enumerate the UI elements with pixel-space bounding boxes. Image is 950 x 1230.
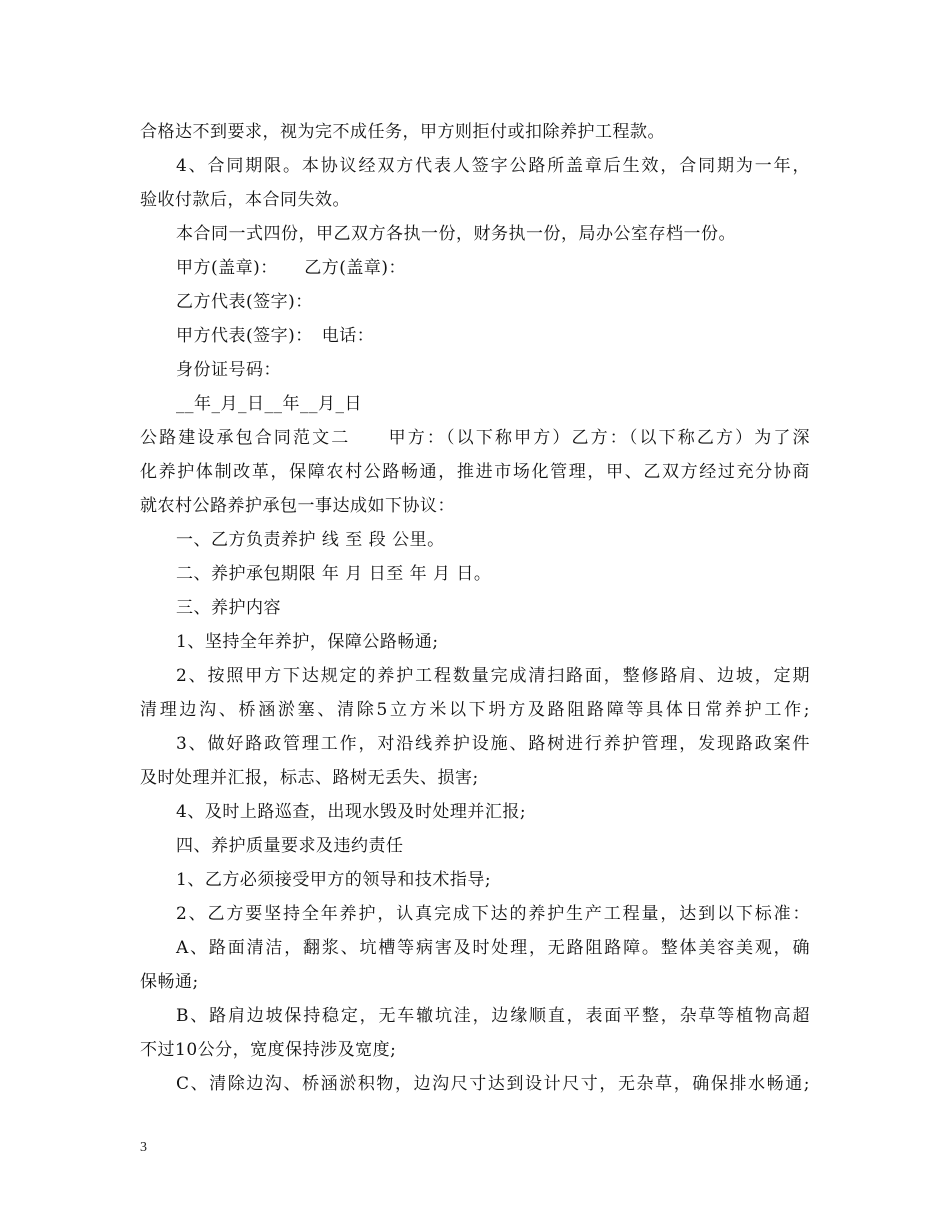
text-line: C、清除边沟、桥涵淤积物，边沟尺寸达到设计尺寸，无杂草，确保排水畅通; [176,1074,810,1094]
text-line: 验收付款后，本合同失效。 [140,190,350,210]
text-line: 3、做好路政管理工作，对沿线养护设施、路树进行养护管理，发现路政案件 [176,734,810,754]
text-line: 4、合同期限。本协议经双方代表人签字公路所盖章后生效，合同期为一年， [176,156,810,176]
section-title-line: 公路建设承包合同范文二 甲方：（以下称甲方）乙方：（以下称乙方）为了深 [140,428,810,448]
text-line: 不过10公分，宽度保持涉及宽度; [140,1040,397,1060]
heading-line: 四、养护质量要求及违约责任 [176,836,404,856]
text-line: 本合同一式四份，甲乙双方各执一份，财务执一份，局办公室存档一份。 [176,224,736,244]
signature-line: 甲方(盖章)： 乙方(盖章)： [176,258,407,278]
signature-line: 甲方代表(签字)： 电话： [176,326,375,346]
text-line: 及时处理并汇报，标志、路树无丢失、损害; [140,768,479,788]
page-number: 3 [140,1140,147,1155]
heading-line: 三、养护内容 [176,598,281,618]
text-line: 一、乙方负责养护 线 至 段 公里。 [176,530,445,550]
text-line: 二、养护承包期限 年 月 日至 年 月 日。 [176,564,492,584]
text-line: B、路肩边坡保持稳定，无车辙坑洼，边缘顺直，表面平整，杂草等植物高超 [176,1006,810,1026]
text-line: 化养护体制改革，保障农村公路畅通，推进市场化管理，甲、乙双方经过充分协商 [140,462,810,482]
id-number-line: 身份证号码： [176,360,281,380]
date-line: __年_月_日__年__月_日 [176,394,362,414]
text-line: 2、乙方要坚持全年养护，认真完成下达的养护生产工程量，达到以下标准： [176,904,810,924]
text-line: 合格达不到要求，视为完不成任务，甲方则拒付或扣除养护工程款。 [140,122,665,142]
text-line: 保畅通; [140,972,199,992]
text-line: 就农村公路养护承包一事达成如下协议： [140,496,455,516]
text-line: 2、按照甲方下达规定的养护工程数量完成清扫路面，整修路肩、边坡，定期 [176,666,810,686]
text-line: 1、乙方必须接受甲方的领导和技术指导; [176,870,492,890]
text-line: 4、及时上路巡查，出现水毁及时处理并汇报; [176,802,527,822]
document-body [140,115,810,1101]
text-line: A、路面清洁，翻浆、坑槽等病害及时处理，无路阻路障。整体美容美观，确 [176,938,810,958]
text-line: 清理边沟、桥涵淤塞、清除5立方米以下坍方及路阻路障等具体日常养护工作; [140,700,810,720]
text-line: 1、坚持全年养护，保障公路畅通; [176,632,439,652]
signature-line: 乙方代表(签字)： [176,292,313,312]
